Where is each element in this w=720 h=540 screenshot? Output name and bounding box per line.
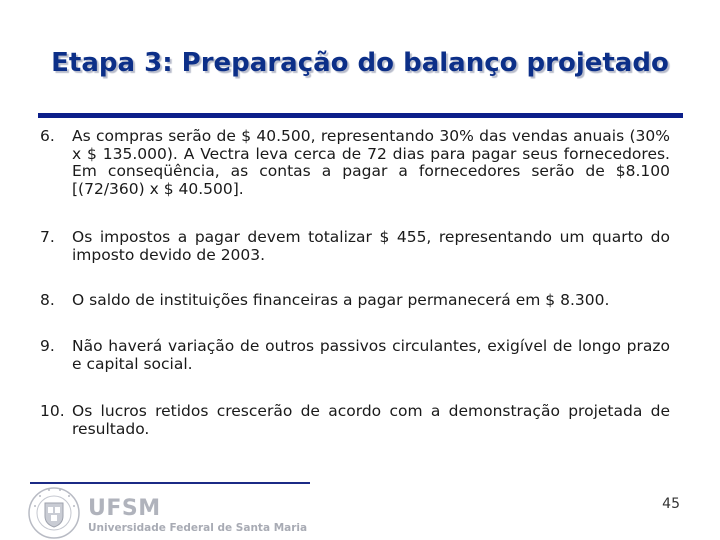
slide-title: Etapa 3: Preparação do balanço projetado <box>51 48 669 78</box>
item-number: 7. <box>40 228 55 246</box>
item-text: Os impostos a pagar devem totalizar $ 455, representando um quarto do imposto devido de 2003. <box>72 228 670 264</box>
list-item <box>40 292 670 310</box>
page-number: 45 <box>662 496 680 512</box>
footer-divider <box>30 482 310 484</box>
item-text: Não haverá variação de outros passivos circulantes, exigível de longo prazo e capital social. <box>72 337 670 373</box>
university-logo-subtitle: Universidade Federal de Santa Maria <box>88 522 308 534</box>
list-item <box>40 229 670 264</box>
title-divider <box>38 113 683 118</box>
university-seal-icon <box>27 486 81 540</box>
item-number: 8. <box>40 291 55 309</box>
item-number: 10. <box>40 402 65 420</box>
item-text: O saldo de instituições financeiras a pagar permanecerá em $ 8.300. <box>72 291 610 309</box>
item-number: 9. <box>40 337 55 355</box>
item-text: As compras serão de $ 40.500, representando 30% das vendas anuais (30% x $ 135.000). A Vectra leva cerca de 72 dias para pagar seus fornecedores. Em conseqüência, as contas a pagar a fornecedores serão de $8.100 [(72/360) x $ 40.500]. <box>72 127 670 198</box>
item-text: Os lucros retidos crescerão de acordo com a demonstração projetada de resultado. <box>72 402 670 438</box>
list-item <box>40 403 670 438</box>
list-item <box>40 338 670 373</box>
university-logo-name: UFSM <box>88 496 161 521</box>
list-item <box>40 128 670 198</box>
item-number: 6. <box>40 127 55 145</box>
